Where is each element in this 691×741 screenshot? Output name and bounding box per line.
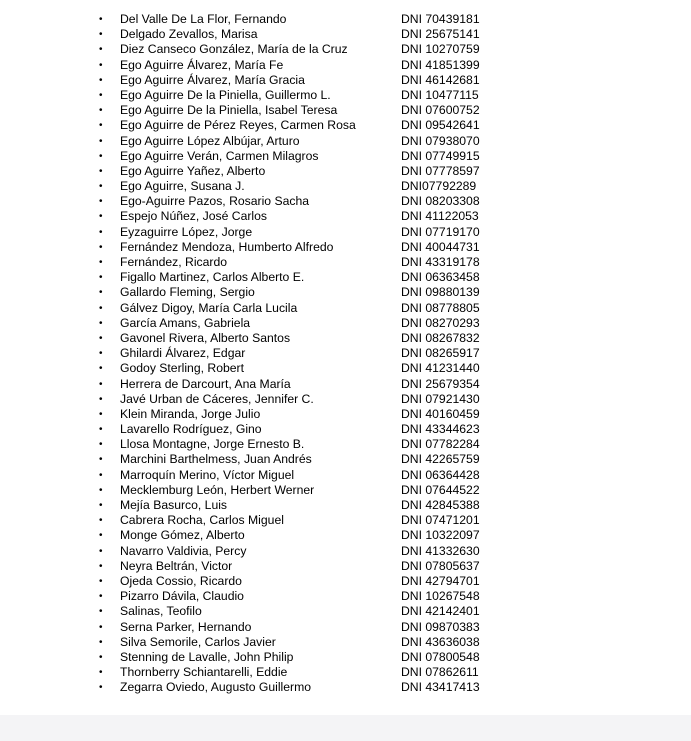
list-item	[0, 346, 691, 361]
list-item	[0, 194, 691, 209]
dni-number: DNI 40160459	[401, 406, 480, 421]
person-name: Ego Aguirre De la Piniella, Guillermo L.	[120, 87, 331, 102]
dni-number: DNI 09870383	[401, 619, 480, 634]
dni-number: DNI 07644522	[401, 482, 480, 497]
person-name: Navarro Valdivia, Percy	[120, 543, 247, 558]
list-item	[0, 164, 691, 179]
list-item	[0, 620, 691, 635]
dni-number: DNI 41231440	[401, 361, 480, 376]
list-item	[0, 665, 691, 680]
bullet-icon: •	[99, 560, 103, 572]
person-name: Ego Aguirre De la Piniella, Isabel Teresa	[120, 103, 338, 118]
dni-number: DNI 07719170	[401, 224, 480, 239]
bullet-icon: •	[99, 29, 103, 41]
bullet-icon: •	[99, 484, 103, 496]
person-name: Lavarello Rodríguez, Gino	[120, 422, 262, 437]
list-item	[0, 301, 691, 316]
bullet-icon: •	[99, 682, 103, 694]
dni-number: DNI 07749915	[401, 148, 480, 163]
list-item	[0, 225, 691, 240]
list-item	[0, 58, 691, 73]
person-name: Pizarro Dávila, Claudio	[120, 589, 244, 604]
bullet-icon: •	[99, 454, 103, 466]
list-item	[0, 118, 691, 133]
person-name: Neyra Beltrán, Victor	[120, 558, 233, 573]
person-name: Javé Urban de Cáceres, Jennifer C.	[120, 391, 314, 406]
person-name: Del Valle De La Flor, Fernando	[120, 12, 287, 26]
bullet-icon: •	[99, 105, 103, 117]
list-item	[0, 437, 691, 452]
person-name: Marroquín Merino, Víctor Miguel	[120, 467, 295, 482]
dni-number: DNI 07921430	[401, 391, 480, 406]
list-item	[0, 407, 691, 422]
person-name: Salinas, Teofilo	[120, 604, 202, 619]
dni-number: DNI 43344623	[401, 422, 480, 437]
dni-number: DNI 43636038	[401, 634, 480, 649]
list-item	[0, 422, 691, 437]
bullet-icon: •	[99, 621, 103, 633]
list-item	[0, 42, 691, 57]
list-item	[0, 255, 691, 270]
person-name: Klein Miranda, Jorge Julio	[120, 406, 261, 421]
dni-number: DNI 07862611	[401, 665, 479, 680]
person-name: Ego Aguirre Yañez, Alberto	[120, 163, 266, 178]
dni-number: DNI 42142401	[401, 604, 480, 619]
bullet-icon: •	[99, 332, 103, 344]
list-item	[0, 179, 691, 194]
dni-number: DNI 10322097	[401, 528, 480, 543]
list-item	[0, 361, 691, 376]
person-name: Diez Canseco González, María de la Cruz	[120, 42, 348, 57]
bullet-icon: •	[99, 408, 103, 420]
list-item	[0, 209, 691, 224]
bullet-icon: •	[99, 241, 103, 253]
list-item	[0, 12, 691, 27]
dni-number: DNI 42265759	[401, 452, 480, 467]
dni-number: DNI 08203308	[401, 194, 480, 209]
person-name: Godoy Sterling, Robert	[120, 361, 244, 376]
bullet-icon: •	[99, 500, 103, 511]
person-name: Herrera de Darcourt, Ana María	[120, 376, 291, 391]
person-name: Mejía Basurco, Luis	[120, 498, 228, 512]
dni-number: DNI 07805637	[401, 558, 480, 573]
dni-number: DNI 06363458	[401, 270, 480, 285]
bullet-icon: •	[99, 150, 103, 162]
list-item	[0, 680, 691, 695]
person-name: Delgado Zevallos, Marisa	[120, 27, 258, 42]
bullet-icon: •	[99, 165, 103, 177]
bullet-icon: •	[99, 44, 103, 56]
bullet-icon: •	[99, 14, 103, 25]
person-name: Ego-Aguirre Pazos, Rosario Sacha	[120, 194, 310, 209]
dni-number: DNI 10267548	[401, 589, 480, 604]
list-item	[0, 513, 691, 528]
person-name: Ego Aguirre Verán, Carmen Milagros	[120, 148, 319, 163]
bullet-icon: •	[99, 59, 103, 71]
bullet-icon: •	[99, 424, 103, 436]
dni-number: DNI 08270293	[401, 315, 480, 330]
dni-number: DNI 42794701	[401, 573, 480, 588]
person-name: Thornberry Schiantarelli, Eddie	[120, 665, 288, 680]
bullet-icon: •	[99, 363, 103, 375]
dni-number: DNI 43417413	[401, 680, 480, 695]
list-item	[0, 73, 691, 88]
person-name: Monge Gómez, Alberto	[120, 528, 245, 543]
page-bottom-band	[0, 715, 691, 741]
bullet-icon: •	[99, 545, 103, 557]
bullet-icon: •	[99, 575, 103, 587]
bullet-icon: •	[99, 651, 103, 663]
list-item	[0, 604, 691, 619]
person-name: Zegarra Oviedo, Augusto Guillermo	[120, 680, 312, 695]
bullet-icon: •	[99, 89, 103, 101]
person-name: Ego Aguirre Álvarez, María Fe	[120, 57, 284, 72]
list-item	[0, 483, 691, 498]
dni-number: DNI 07600752	[401, 103, 480, 118]
list-item	[0, 528, 691, 543]
list-item	[0, 103, 691, 118]
bullet-icon: •	[99, 667, 103, 679]
person-name: García Amans, Gabriela	[120, 315, 251, 330]
list-item	[0, 88, 691, 103]
dni-number: DNI 10477115	[401, 87, 479, 102]
bullet-icon: •	[99, 591, 103, 603]
dni-number: DNI 41122053	[401, 209, 479, 224]
dni-number: DNI 10270759	[401, 42, 480, 57]
person-name: Mecklemburg León, Herbert Werner	[120, 482, 315, 497]
dni-number: DNI 70439181	[401, 12, 480, 26]
dni-number: DNI 08267832	[401, 330, 480, 345]
dni-number: DNI 08265917	[401, 346, 480, 361]
list-item	[0, 149, 691, 164]
list-item	[0, 650, 691, 665]
list-item	[0, 270, 691, 285]
list-item	[0, 240, 691, 255]
dni-number: DNI 41851399	[401, 57, 480, 72]
bullet-icon: •	[99, 348, 103, 360]
dni-number: DNI 43319178	[401, 255, 480, 269]
bullet-icon: •	[99, 530, 103, 542]
list-item	[0, 544, 691, 559]
person-name: Cabrera Rocha, Carlos Miguel	[120, 513, 284, 528]
bullet-icon: •	[99, 636, 103, 648]
person-name: Llosa Montagne, Jorge Ernesto B.	[120, 437, 305, 452]
bullet-icon: •	[99, 135, 103, 147]
list-item	[0, 331, 691, 346]
person-name: Ghilardi Álvarez, Edgar	[120, 346, 246, 361]
dni-number: DNI 25675141	[401, 27, 480, 42]
list-item	[0, 574, 691, 589]
list-item	[0, 316, 691, 331]
person-name: Gálvez Digoy, María Carla Lucila	[120, 300, 298, 315]
person-name: Espejo Núñez, José Carlos	[120, 209, 267, 224]
dni-number: DNI 07782284	[401, 437, 480, 452]
bullet-icon: •	[99, 378, 103, 390]
person-name: Serna Parker, Hernando	[120, 619, 252, 634]
list-item	[0, 589, 691, 604]
person-name: Silva Semorile, Carlos Javier	[120, 634, 276, 649]
dni-number: DNI 09542641	[401, 118, 480, 133]
person-name: Ego Aguirre Álvarez, María Gracia	[120, 72, 305, 87]
dni-number: DNI 46142681	[401, 72, 480, 87]
list-item	[0, 452, 691, 467]
person-name: Ego Aguirre de Pérez Reyes, Carmen Rosa	[120, 118, 356, 133]
person-name: Figallo Martinez, Carlos Alberto E.	[120, 270, 305, 285]
list-item	[0, 285, 691, 300]
person-name: Eyzaguirre López, Jorge	[120, 224, 253, 239]
bullet-icon: •	[99, 439, 103, 451]
person-name: Fernández Mendoza, Humberto Alfredo	[120, 239, 334, 254]
person-name: Marchini Barthelmess, Juan Andrés	[120, 452, 312, 467]
list-item	[0, 27, 691, 42]
dni-number: DNI 41332630	[401, 543, 480, 558]
bullet-icon: •	[99, 272, 103, 284]
dni-number: DNI 08778805	[401, 300, 480, 315]
dni-number: DNI 42845388	[401, 498, 480, 512]
bullet-icon: •	[99, 226, 103, 238]
person-name: Ego Aguirre, Susana J.	[120, 179, 245, 194]
bullet-icon: •	[99, 120, 103, 132]
dni-number: DNI 09880139	[401, 285, 480, 300]
bullet-icon: •	[99, 181, 103, 193]
person-name: Ojeda Cossio, Ricardo	[120, 573, 242, 588]
bullet-icon: •	[99, 317, 103, 329]
list-item	[0, 559, 691, 574]
bullet-icon: •	[99, 469, 103, 481]
bullet-icon: •	[99, 302, 103, 314]
dni-number: DNI 06364428	[401, 467, 480, 482]
bullet-icon: •	[99, 196, 103, 208]
list-item	[0, 392, 691, 407]
bullet-icon: •	[99, 211, 103, 223]
dni-number: DNI 25679354	[401, 376, 480, 391]
dni-number: DNI 07778597	[401, 163, 480, 178]
list-item	[0, 134, 691, 149]
person-name: Fernández, Ricardo	[120, 255, 228, 269]
dni-number: DNI 07471201	[401, 513, 480, 528]
list-item	[0, 468, 691, 483]
bullet-icon: •	[99, 606, 103, 618]
dni-number: DNI 40044731	[401, 239, 480, 254]
person-name: Stenning de Lavalle, John Philip	[120, 649, 294, 664]
bullet-icon: •	[99, 393, 103, 405]
bullet-icon: •	[99, 74, 103, 86]
person-name: Gallardo Fleming, Sergio	[120, 285, 255, 300]
list-item	[0, 635, 691, 650]
bullet-icon: •	[99, 515, 103, 527]
list-item	[0, 377, 691, 392]
list-item	[0, 498, 691, 513]
bullet-icon: •	[99, 287, 103, 299]
bullet-icon: •	[99, 257, 103, 268]
person-name: Gavonel Rivera, Alberto Santos	[120, 330, 291, 345]
name-dni-list	[0, 12, 691, 695]
person-name: Ego Aguirre López Albújar, Arturo	[120, 133, 300, 148]
dni-number: DNI07792289	[401, 179, 477, 194]
dni-number: DNI 07800548	[401, 649, 480, 664]
dni-number: DNI 07938070	[401, 133, 480, 148]
